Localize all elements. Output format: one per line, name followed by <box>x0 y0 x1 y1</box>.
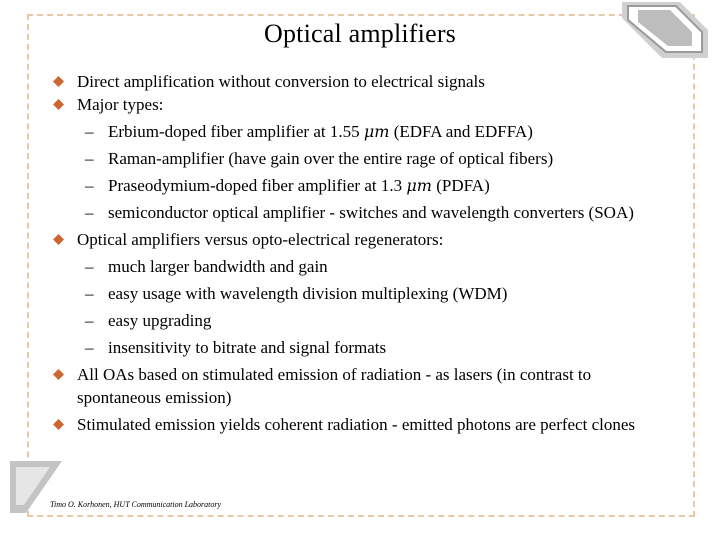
sub-item <box>47 309 667 332</box>
dash-marker: – <box>85 257 94 276</box>
bullet-item <box>47 70 667 93</box>
diamond-bullet-icon <box>53 234 64 245</box>
sub-item-text-start: Erbium-doped fiber amplifier at 1.55 <box>108 122 364 141</box>
sub-item <box>47 147 667 170</box>
diamond-bullet-icon <box>53 369 64 380</box>
slide-footer: Timo O. Korhonen, HUT Communication Laboratory <box>50 500 222 509</box>
bullet-text: Optical amplifiers versus opto-electrical regenerators: <box>77 230 444 249</box>
bullet-item <box>47 363 667 409</box>
sub-item-text-start: Praseodymium-doped fiber amplifier at 1.3 <box>108 176 407 195</box>
dash-marker: – <box>85 122 94 141</box>
bullet-text: Stimulated emission yields coherent radiation - emitted photons are perfect clones <box>77 415 636 434</box>
sub-item <box>47 336 667 359</box>
mu-symbol: μ <box>363 122 375 141</box>
mu-symbol: μ <box>406 176 417 195</box>
sub-item-text: semiconductor optical amplifier - switches and wavelength converters (SOA) <box>108 203 634 222</box>
bullet-item <box>47 228 667 251</box>
diamond-bullet-icon <box>53 419 64 430</box>
diamond-bullet-icon <box>53 76 64 87</box>
sub-item <box>47 282 667 305</box>
sub-item <box>47 255 667 278</box>
bullet-text: Direct amplification without conversion to electrical signals <box>77 72 485 91</box>
bullet-text: All OAs based on stimulated emission of radiation - as lasers (in contrast to spontaneous emission) <box>77 365 592 407</box>
sub-item-text-end: (PDFA) <box>431 176 490 195</box>
bullet-item <box>47 413 667 436</box>
sub-item-text: much larger bandwidth and gain <box>108 257 328 276</box>
dash-marker: – <box>85 203 94 222</box>
dash-marker: – <box>85 284 94 303</box>
diamond-bullet-icon <box>53 99 64 110</box>
sub-item <box>47 174 667 197</box>
dash-marker: – <box>85 338 94 357</box>
sub-item-text: Raman-amplifier (have gain over the entire rage of optical fibers) <box>108 149 554 168</box>
sub-item-text: easy usage with wavelength division multiplexing (WDM) <box>108 284 508 303</box>
unit-m: m <box>416 176 432 195</box>
slide-content <box>47 70 667 436</box>
dash-marker: – <box>85 311 94 330</box>
sub-item-text-end: (EDFA and EDFFA) <box>389 122 533 141</box>
unit-m: m <box>374 122 390 141</box>
bullet-text: Major types: <box>77 95 164 114</box>
dash-marker: – <box>85 176 94 195</box>
sub-item <box>47 201 667 224</box>
dash-marker: – <box>85 149 94 168</box>
slide-title: Optical amplifiers <box>263 19 457 48</box>
sub-item-text: insensitivity to bitrate and signal formats <box>108 338 387 357</box>
sub-item <box>47 120 667 143</box>
bullet-item <box>47 93 667 116</box>
sub-item-text: easy upgrading <box>108 311 212 330</box>
